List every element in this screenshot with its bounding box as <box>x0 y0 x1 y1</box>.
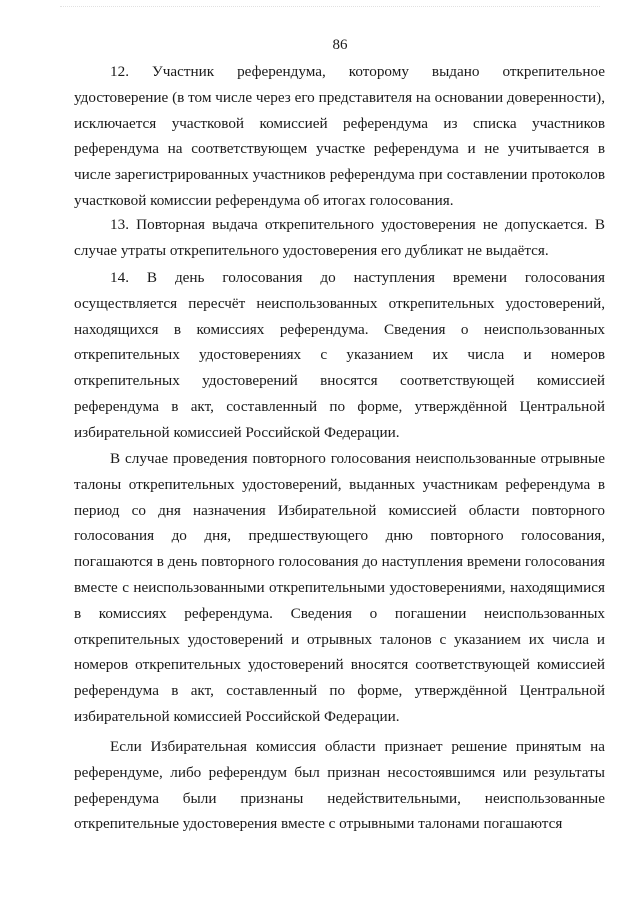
paragraph-text: Если Избирательная комиссия области признает решение принятым на референдуме, либо референдум был признан несостоявшимся или результаты референдума были признаны недействительными, неиспользованные открепительные удостоверения вместе с отрывными талонами погашаются <box>74 738 605 833</box>
paragraph-text: 14. В день голосования до наступления времени голосования осуществляется пересчёт неиспользованных открепительных удостоверений, находящихся в комиссиях референдума. Сведения о неиспользованных открепительных удостоверениях с указанием их числа и номеров открепительных удостоверений вносятся соответствующей комиссией референдума в акт, составленный по форме, утверждённой Центральной избирательной комиссией Российской Федерации. <box>74 269 605 441</box>
page-number: 86 <box>332 37 348 53</box>
paragraph-12 <box>74 59 605 214</box>
paragraph-repeat-voting <box>74 446 605 730</box>
paragraph-text: 13. Повторная выдача открепительного удостоверения не допускается. В случае утраты открепительного удостоверения его дубликат не выдаётся. <box>74 216 605 259</box>
paragraph-13 <box>74 212 605 264</box>
paragraph-14 <box>74 265 605 446</box>
paragraph-referendum-result <box>74 734 605 837</box>
paragraph-text: 12. Участник референдума, которому выдано открепительное удостоверение (в том числе через его представителя на основании доверенности), исключается участковой комиссией референдума из списка участников референдума на соответствующем участке референдума и не учитывается в числе зарегистрированных участников референдума при составлении протоколов участковой комиссии референдума об итогах голосования. <box>74 63 605 209</box>
paragraph-text: В случае проведения повторного голосования неиспользованные отрывные талоны открепительных удостоверений, выданных участникам референдума в период со дня назначения Избирательной комиссией области повторного голосования до дня, предшествующего дню повторного голосования, погашаются в день повторного голосования до наступления времени голосования вместе с неиспользованными открепительными удостоверениями, находящимися в комиссиях референдума. Сведения о погашении неиспользованных открепительных удостоверений и отрывных талонов с указанием их числа и номеров открепительных удостоверений вносятся соответствующей комиссией референдума в акт, составленный по форме, утверждённой Центральной избирательной комиссией Российской Федерации. <box>74 450 605 725</box>
scan-artifact <box>60 6 600 9</box>
